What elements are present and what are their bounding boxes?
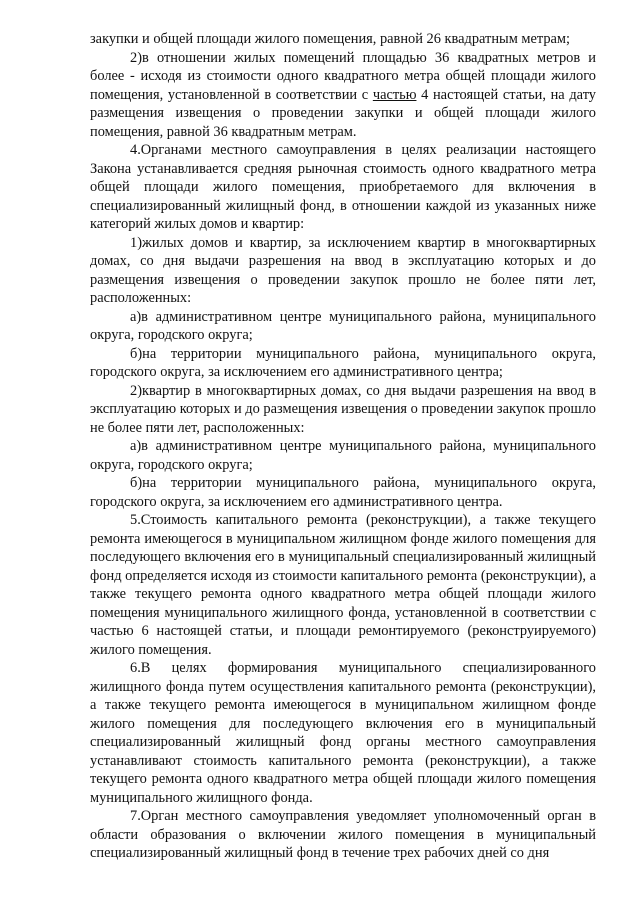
paragraph-item-4-1-b: б)на территории муниципального района, муниципального округа, городского округа, за исключением его административного центра; <box>90 345 596 380</box>
paragraph-item-4-2: 2)квартир в многоквартирных домах, со дня выдачи разрешения на ввод в эксплуатацию которых и до размещения извещения о проведении закупок прошло не более пяти лет, расположенных: <box>90 382 596 436</box>
paragraph-section-5: 5.Стоимость капитального ремонта (реконструкции), а также текущего ремонта имеющегося в муниципальном жилищном фонде жилого помещения для последующего включения его в муниципальный специализированный жилищный фонд определяется исходя из стоимости капитального ремонта (реконструкции), а также текущего ремонта одного квадратного метра общей площади жилого помещения муниципального жилищного фонда, установленной в соответствии с частью 6 настоящей статьи, и площади ремонтируемого (реконструируемого) жилого помещения. <box>90 512 596 658</box>
paragraph-item-4-1-a: а)в административном центре муниципального района, муниципального округа, городского округа; <box>90 308 596 343</box>
document-page <box>90 30 596 863</box>
paragraph-section-6: 6.В целях формирования муниципального специализированного жилищного фонда путем осуществления капитального ремонта (реконструкции), а также текущего ремонта имеющегося в муниципальном жилищном фонде жилого помещения для последующего включения его в муниципальный специализированный жилищный фонд органы местного самоуправления устанавливают стоимость капитального ремонта (реконструкции), а также текущего ремонта одного квадратного метра общей площади жилого помещения муниципального жилищного фонда. <box>90 660 596 806</box>
paragraph-text: 2)в отношении жилых помещений площадью 36 квадратных метров и более - исходя из стоимости одного квадратного метра общей площади жилого помещения, установленной в соответствии с <box>90 49 596 103</box>
law-part-link[interactable]: частью <box>372 86 417 103</box>
paragraph-item-2 <box>90 49 596 142</box>
paragraph-text: 4 настоящей статьи, на дату размещения извещения о проведении закупки и общей площади жилого помещения, равной 36 квадратным метрам. <box>90 86 596 140</box>
paragraph-item-4-2-a: а)в административном центре муниципального района, муниципального округа, городского округа; <box>90 438 596 473</box>
paragraph-continuation: закупки и общей площади жилого помещения, равной 26 квадратным метрам; <box>90 31 571 47</box>
paragraph-section-4: 4.Органами местного самоуправления в целях реализации настоящего Закона устанавливается средняя рыночная стоимость одного квадратного метра общей площади жилого помещения, приобретаемого для включения в специализированный жилищный фонд, в отношении каждой из указанных ниже категорий жилых домов и квартир: <box>90 142 596 232</box>
paragraph-item-4-2-b: б)на территории муниципального района, муниципального округа, городского округа, за исключением его административного центра. <box>90 475 596 510</box>
paragraph-item-4-1: 1)жилых домов и квартир, за исключением квартир в многоквартирных домах, со дня выдачи разрешения на ввод в эксплуатацию которых и до размещения извещения о проведении закупок прошло не более пяти лет, расположенных: <box>90 234 596 306</box>
paragraph-section-7: 7.Орган местного самоуправления уведомляет уполномоченный орган в области образования о включении жилого помещения в муниципальный специализированный жилищный фонд в течение трех рабочих дней со дня <box>90 808 596 861</box>
